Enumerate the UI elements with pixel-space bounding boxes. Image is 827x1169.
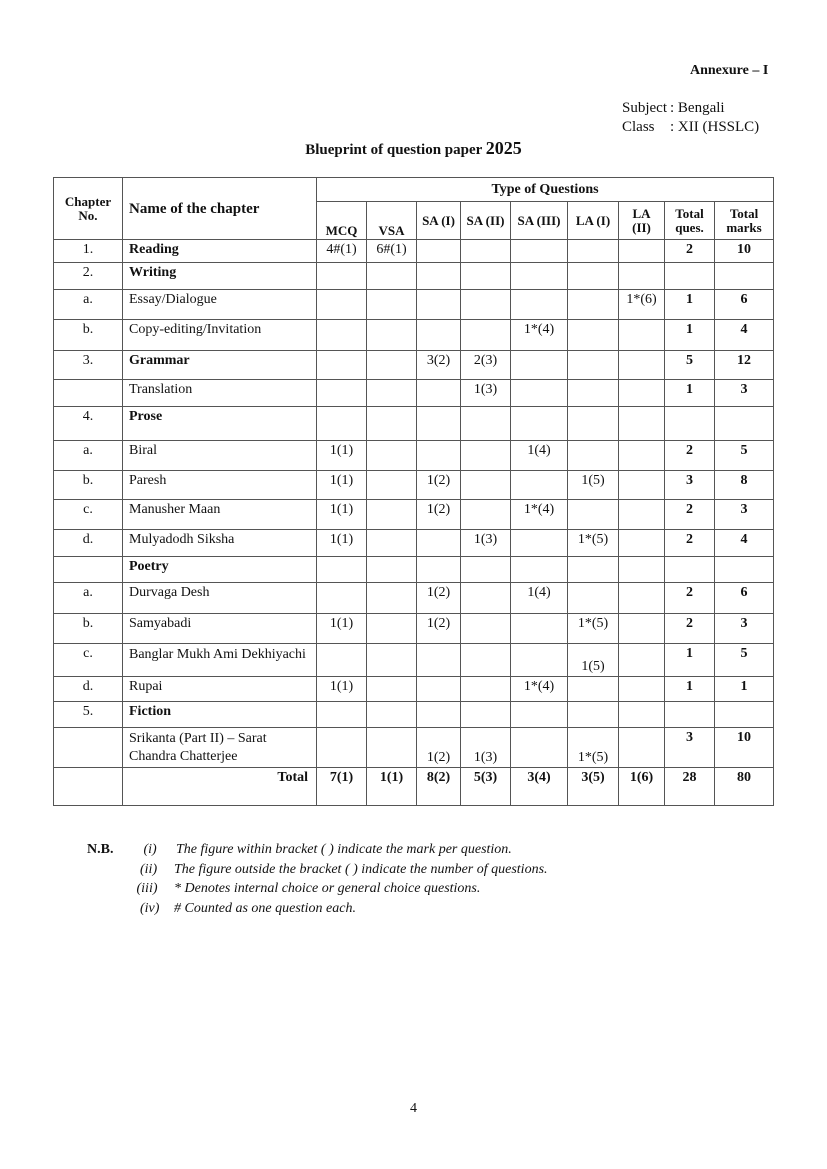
note-text: The figure within bracket ( ) indicate the mark per question. bbox=[176, 842, 512, 857]
chapter-name-cell: Manusher Maan bbox=[123, 500, 317, 530]
value-cell bbox=[317, 702, 367, 728]
value-cell bbox=[568, 500, 619, 530]
value-cell bbox=[461, 557, 511, 583]
value-cell bbox=[568, 351, 619, 380]
value-cell: 1(1) bbox=[317, 614, 367, 644]
value-cell: 5 bbox=[715, 441, 774, 471]
value-cell: 1(5) bbox=[568, 471, 619, 500]
value-cell bbox=[619, 320, 665, 351]
value-cell bbox=[619, 644, 665, 677]
value-cell: 2 bbox=[665, 441, 715, 471]
table-row bbox=[54, 263, 774, 290]
value-cell: 1*(5) bbox=[568, 614, 619, 644]
value-cell bbox=[367, 441, 417, 471]
chapter-no-cell: a. bbox=[54, 583, 123, 614]
value-cell bbox=[665, 407, 715, 441]
chapter-name-cell: Reading bbox=[123, 240, 317, 263]
value-cell bbox=[417, 380, 461, 407]
value-cell bbox=[568, 407, 619, 441]
table-row bbox=[54, 240, 774, 263]
value-cell: 12 bbox=[715, 351, 774, 380]
value-cell bbox=[568, 702, 619, 728]
annexure-label: Annexure – I bbox=[690, 63, 769, 78]
value-cell bbox=[715, 407, 774, 441]
value-cell: 3 bbox=[665, 471, 715, 500]
table-row bbox=[54, 728, 774, 768]
chapter-no-cell: b. bbox=[54, 614, 123, 644]
value-cell: 3 bbox=[715, 380, 774, 407]
class-value: : XII (HSSLC) bbox=[670, 119, 760, 135]
value-cell bbox=[619, 530, 665, 557]
value-cell bbox=[619, 728, 665, 768]
value-cell: 1 bbox=[665, 380, 715, 407]
header-chapter-name: Name of the chapter bbox=[123, 178, 317, 240]
subject-value: : Bengali bbox=[670, 100, 725, 116]
chapter-no-cell: a. bbox=[54, 441, 123, 471]
value-cell bbox=[417, 557, 461, 583]
chapter-name-cell: Rupai bbox=[123, 677, 317, 702]
value-cell: 1 bbox=[665, 290, 715, 320]
table-row bbox=[54, 351, 774, 380]
chapter-name-cell: Biral bbox=[123, 441, 317, 471]
value-cell bbox=[367, 320, 417, 351]
value-cell bbox=[619, 614, 665, 644]
value-cell bbox=[619, 380, 665, 407]
value-cell bbox=[317, 728, 367, 768]
total-cell: 8(2) bbox=[417, 768, 461, 806]
value-cell: 1*(4) bbox=[511, 500, 568, 530]
note-text: * Denotes internal choice or general choice questions. bbox=[174, 881, 481, 896]
blueprint-table bbox=[53, 177, 774, 806]
value-cell bbox=[417, 644, 461, 677]
value-cell bbox=[317, 320, 367, 351]
table-row bbox=[54, 407, 774, 441]
value-cell: 4#(1) bbox=[317, 240, 367, 263]
value-cell bbox=[619, 557, 665, 583]
value-cell bbox=[417, 677, 461, 702]
value-cell: 2(3) bbox=[461, 351, 511, 380]
value-cell: 1(1) bbox=[317, 471, 367, 500]
value-cell: 2 bbox=[665, 240, 715, 263]
value-cell: 1(1) bbox=[317, 530, 367, 557]
header-type-1: VSA bbox=[367, 202, 417, 240]
value-cell: 1*(5) bbox=[568, 530, 619, 557]
table-row bbox=[54, 557, 774, 583]
value-cell bbox=[317, 290, 367, 320]
value-cell bbox=[461, 441, 511, 471]
value-cell bbox=[715, 557, 774, 583]
total-cell: 5(3) bbox=[461, 768, 511, 806]
note-number: (i) bbox=[143, 842, 157, 857]
subject-class-block bbox=[622, 99, 759, 137]
value-cell bbox=[461, 263, 511, 290]
table-row bbox=[54, 290, 774, 320]
value-cell bbox=[511, 530, 568, 557]
value-cell bbox=[619, 702, 665, 728]
value-cell bbox=[568, 240, 619, 263]
chapter-name-cell: Paresh bbox=[123, 471, 317, 500]
value-cell bbox=[417, 240, 461, 263]
total-cell: 3(4) bbox=[511, 768, 568, 806]
value-cell bbox=[665, 263, 715, 290]
nb-label: N.B. bbox=[87, 842, 114, 857]
value-cell: 1 bbox=[665, 644, 715, 677]
table-row bbox=[54, 702, 774, 728]
total-cell: 80 bbox=[715, 768, 774, 806]
value-cell: 8 bbox=[715, 471, 774, 500]
value-cell bbox=[367, 500, 417, 530]
table-row bbox=[54, 500, 774, 530]
value-cell bbox=[619, 407, 665, 441]
value-cell bbox=[511, 351, 568, 380]
note-number: (iv) bbox=[140, 900, 160, 916]
value-cell bbox=[511, 471, 568, 500]
class-line bbox=[622, 118, 759, 137]
chapter-no-cell bbox=[54, 728, 123, 768]
value-cell: 6 bbox=[715, 583, 774, 614]
value-cell: 1 bbox=[715, 677, 774, 702]
chapter-no-cell: 3. bbox=[54, 351, 123, 380]
total-label: Total bbox=[123, 768, 317, 806]
value-cell bbox=[461, 614, 511, 644]
header-type-0: MCQ bbox=[317, 202, 367, 240]
chapter-name-cell: Prose bbox=[123, 407, 317, 441]
chapter-no-cell: 1. bbox=[54, 240, 123, 263]
chapter-no-cell: c. bbox=[54, 500, 123, 530]
value-cell: 2 bbox=[665, 530, 715, 557]
value-cell bbox=[461, 702, 511, 728]
value-cell: 1(3) bbox=[461, 728, 511, 768]
value-cell bbox=[317, 407, 367, 441]
value-cell: 1*(6) bbox=[619, 290, 665, 320]
value-cell: 1*(4) bbox=[511, 677, 568, 702]
value-cell bbox=[511, 644, 568, 677]
value-cell bbox=[619, 441, 665, 471]
value-cell: 2 bbox=[665, 614, 715, 644]
value-cell bbox=[461, 471, 511, 500]
chapter-name-cell: Copy-editing/Invitation bbox=[123, 320, 317, 351]
table-row bbox=[54, 614, 774, 644]
chapter-name-cell: Grammar bbox=[123, 351, 317, 380]
value-cell bbox=[619, 500, 665, 530]
chapter-name-cell: Samyabadi bbox=[123, 614, 317, 644]
chapter-no-cell bbox=[54, 557, 123, 583]
total-cell: 7(1) bbox=[317, 768, 367, 806]
value-cell: 1(2) bbox=[417, 471, 461, 500]
value-cell bbox=[367, 530, 417, 557]
value-cell: 1 bbox=[665, 677, 715, 702]
table-row bbox=[54, 583, 774, 614]
value-cell: 6 bbox=[715, 290, 774, 320]
subject-line bbox=[622, 99, 759, 118]
value-cell bbox=[619, 351, 665, 380]
value-cell: 4 bbox=[715, 530, 774, 557]
value-cell: 2 bbox=[665, 500, 715, 530]
note-number: (ii) bbox=[140, 861, 158, 877]
value-cell: 1(2) bbox=[417, 583, 461, 614]
value-cell: 1(1) bbox=[317, 677, 367, 702]
total-cell: 1(6) bbox=[619, 768, 665, 806]
header-type-2: SA (I) bbox=[417, 202, 461, 240]
value-cell: 1*(4) bbox=[511, 320, 568, 351]
chapter-name-cell: Durvaga Desh bbox=[123, 583, 317, 614]
table-row bbox=[54, 471, 774, 500]
value-cell bbox=[568, 441, 619, 471]
value-cell bbox=[568, 290, 619, 320]
value-cell bbox=[511, 702, 568, 728]
value-cell bbox=[568, 557, 619, 583]
value-cell bbox=[461, 583, 511, 614]
note-number: (iii) bbox=[136, 881, 158, 896]
value-cell bbox=[568, 320, 619, 351]
chapter-name-cell: Banglar Mukh Ami Dekhiyachi bbox=[123, 644, 317, 677]
value-cell bbox=[417, 407, 461, 441]
total-cell: 28 bbox=[665, 768, 715, 806]
value-cell bbox=[511, 728, 568, 768]
value-cell bbox=[417, 320, 461, 351]
value-cell bbox=[417, 530, 461, 557]
value-cell bbox=[511, 557, 568, 583]
table-row bbox=[54, 320, 774, 351]
value-cell bbox=[317, 583, 367, 614]
value-cell bbox=[619, 471, 665, 500]
chapter-no-cell: d. bbox=[54, 677, 123, 702]
value-cell: 1(3) bbox=[461, 530, 511, 557]
value-cell bbox=[568, 677, 619, 702]
value-cell bbox=[317, 380, 367, 407]
value-cell: 5 bbox=[665, 351, 715, 380]
chapter-no-cell: 5. bbox=[54, 702, 123, 728]
value-cell bbox=[568, 583, 619, 614]
value-cell: 1(4) bbox=[511, 583, 568, 614]
chapter-name-cell: Mulyadodh Siksha bbox=[123, 530, 317, 557]
value-cell bbox=[317, 557, 367, 583]
value-cell bbox=[511, 290, 568, 320]
table-row bbox=[54, 441, 774, 471]
chapter-no-cell bbox=[54, 380, 123, 407]
value-cell bbox=[568, 263, 619, 290]
value-cell bbox=[367, 407, 417, 441]
chapter-name-cell: Poetry bbox=[123, 557, 317, 583]
value-cell bbox=[417, 702, 461, 728]
header-type-6: LA (II) bbox=[619, 202, 665, 240]
value-cell bbox=[715, 263, 774, 290]
value-cell bbox=[417, 263, 461, 290]
title-year: 2025 bbox=[485, 138, 522, 158]
value-cell bbox=[367, 557, 417, 583]
value-cell: 1 bbox=[665, 320, 715, 351]
value-cell: 10 bbox=[715, 728, 774, 768]
table-row bbox=[54, 644, 774, 677]
chapter-no-cell: b. bbox=[54, 471, 123, 500]
chapter-name-cell: Fiction bbox=[123, 702, 317, 728]
value-cell bbox=[715, 702, 774, 728]
value-cell bbox=[665, 702, 715, 728]
value-cell: 1(5) bbox=[568, 644, 619, 677]
value-cell: 1(1) bbox=[317, 441, 367, 471]
header-type-of-questions: Type of Questions bbox=[317, 178, 774, 202]
value-cell bbox=[461, 500, 511, 530]
chapter-name-cell: Writing bbox=[123, 263, 317, 290]
value-cell bbox=[568, 380, 619, 407]
value-cell bbox=[367, 702, 417, 728]
value-cell: 5 bbox=[715, 644, 774, 677]
class-label: Class bbox=[622, 119, 655, 135]
value-cell bbox=[317, 644, 367, 677]
value-cell: 10 bbox=[715, 240, 774, 263]
value-cell: 1*(5) bbox=[568, 728, 619, 768]
table-row bbox=[54, 677, 774, 702]
value-cell bbox=[367, 380, 417, 407]
value-cell: 6#(1) bbox=[367, 240, 417, 263]
page-number: 4 bbox=[410, 1101, 417, 1116]
total-empty-cell bbox=[54, 768, 123, 806]
chapter-no-cell: c. bbox=[54, 644, 123, 677]
value-cell bbox=[511, 614, 568, 644]
chapter-name-cell: Srikanta (Part II) – Sarat Chandra Chatterjee bbox=[123, 728, 317, 768]
total-cell: 1(1) bbox=[367, 768, 417, 806]
value-cell bbox=[317, 263, 367, 290]
value-cell bbox=[461, 320, 511, 351]
value-cell bbox=[511, 263, 568, 290]
value-cell bbox=[367, 263, 417, 290]
chapter-no-cell: b. bbox=[54, 320, 123, 351]
value-cell: 3(2) bbox=[417, 351, 461, 380]
value-cell bbox=[511, 380, 568, 407]
value-cell bbox=[417, 441, 461, 471]
value-cell bbox=[511, 240, 568, 263]
value-cell bbox=[367, 583, 417, 614]
note-text: The figure outside the bracket ( ) indicate the number of questions. bbox=[174, 861, 548, 877]
value-cell bbox=[665, 557, 715, 583]
value-cell bbox=[367, 290, 417, 320]
chapter-name-cell: Essay/Dialogue bbox=[123, 290, 317, 320]
value-cell: 1(4) bbox=[511, 441, 568, 471]
chapter-no-cell: 4. bbox=[54, 407, 123, 441]
chapter-name-cell: Translation bbox=[123, 380, 317, 407]
value-cell bbox=[461, 677, 511, 702]
value-cell: 3 bbox=[665, 728, 715, 768]
value-cell bbox=[367, 644, 417, 677]
value-cell bbox=[619, 263, 665, 290]
value-cell bbox=[619, 583, 665, 614]
total-cell: 3(5) bbox=[568, 768, 619, 806]
value-cell: 3 bbox=[715, 500, 774, 530]
header-type-4: SA (III) bbox=[511, 202, 568, 240]
header-type-8: Total marks bbox=[715, 202, 774, 240]
value-cell: 2 bbox=[665, 583, 715, 614]
value-cell bbox=[619, 677, 665, 702]
value-cell bbox=[417, 290, 461, 320]
subject-label: Subject bbox=[622, 100, 667, 116]
header-type-7: Total ques. bbox=[665, 202, 715, 240]
value-cell: 1(2) bbox=[417, 614, 461, 644]
note-text: # Counted as one question each. bbox=[174, 900, 356, 916]
value-cell bbox=[461, 644, 511, 677]
value-cell bbox=[619, 240, 665, 263]
chapter-no-cell: d. bbox=[54, 530, 123, 557]
table-row bbox=[54, 380, 774, 407]
value-cell bbox=[367, 471, 417, 500]
value-cell bbox=[367, 677, 417, 702]
value-cell bbox=[367, 351, 417, 380]
value-cell: 1(2) bbox=[417, 500, 461, 530]
value-cell: 1(2) bbox=[417, 728, 461, 768]
header-type-5: LA (I) bbox=[568, 202, 619, 240]
table-row bbox=[54, 530, 774, 557]
header-chapter-no: Chapter No. bbox=[54, 178, 123, 240]
value-cell: 4 bbox=[715, 320, 774, 351]
title-text: Blueprint of question paper bbox=[305, 142, 483, 158]
header-type-3: SA (II) bbox=[461, 202, 511, 240]
value-cell bbox=[317, 351, 367, 380]
total-row bbox=[54, 768, 774, 806]
chapter-no-cell: 2. bbox=[54, 263, 123, 290]
value-cell: 1(3) bbox=[461, 380, 511, 407]
value-cell bbox=[461, 407, 511, 441]
value-cell bbox=[367, 728, 417, 768]
value-cell: 1(1) bbox=[317, 500, 367, 530]
value-cell: 3 bbox=[715, 614, 774, 644]
value-cell bbox=[511, 407, 568, 441]
page-title bbox=[0, 138, 827, 159]
value-cell bbox=[461, 240, 511, 263]
value-cell bbox=[461, 290, 511, 320]
chapter-no-cell: a. bbox=[54, 290, 123, 320]
value-cell bbox=[367, 614, 417, 644]
